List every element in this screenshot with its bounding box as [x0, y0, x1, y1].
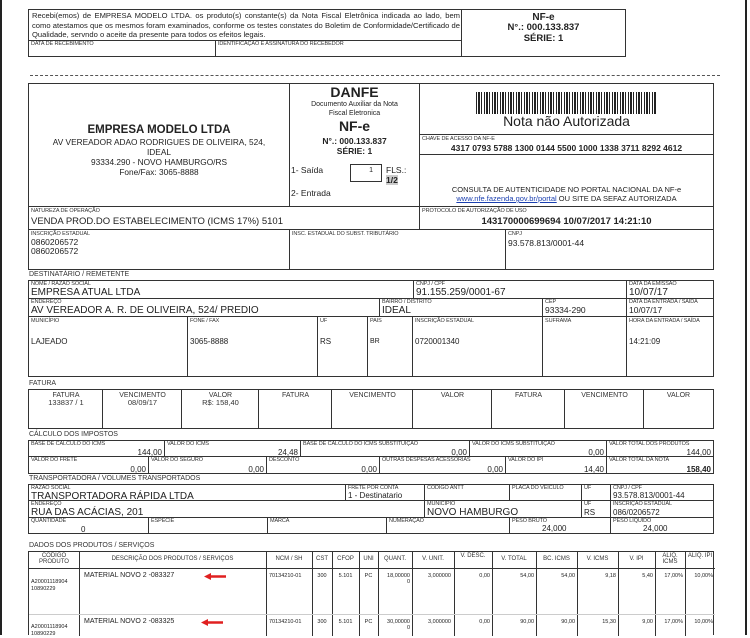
carrier-uf2-box: [581, 500, 611, 518]
danfe-fls-label: FLS.:: [386, 165, 407, 175]
danfe-subtitle1: Documento Auxiliar da Nota: [311, 101, 398, 108]
recipient-time: 14:21:09: [629, 337, 661, 346]
recipient-phone: 3065-8888: [190, 337, 229, 346]
ie-label: INSCRIÇÃO ESTADUAL: [31, 231, 90, 237]
tax-cell: [505, 456, 607, 474]
recipient-cep-box: [542, 298, 627, 317]
carrier-uf-box: [581, 484, 611, 501]
product-row[interactable]: [29, 569, 715, 614]
carrier-numbering-box: [386, 517, 510, 534]
danfe-type-box: [350, 164, 382, 182]
tax-cell: [164, 440, 301, 457]
emitter-address2: IDEAL: [147, 147, 171, 157]
tax-label: BASE DE CÁLCULO DO ICMS SUBSTITUIÇÃO: [303, 441, 418, 447]
tax-value: 0,00: [588, 448, 604, 457]
carrier-brand-box: [267, 517, 387, 534]
invoice-col-header: FATURA: [281, 392, 310, 399]
invoice-col-header: VENCIMENTO: [119, 392, 166, 399]
product-cst: 300: [317, 619, 327, 625]
danfe-box: [289, 83, 420, 207]
nature-label: NATUREZA DE OPERAÇÃO: [31, 208, 100, 214]
window-border-right: [745, 0, 747, 635]
tax-cell: [148, 456, 267, 474]
receipt-nfe-box: [461, 9, 626, 57]
recipient-city: LAJEADO: [31, 337, 68, 346]
danfe-type-value: 1: [369, 167, 373, 174]
invoice-section-title: FATURA: [29, 380, 57, 387]
invoice-col: [259, 390, 332, 428]
recipient-address-label: ENDEREÇO: [31, 299, 62, 305]
carrier-gross-label: PESO BRUTO: [512, 518, 547, 524]
tax-value: 144,00: [137, 448, 162, 457]
carrier-freight-box: [345, 484, 425, 501]
tax-value: 0,00: [130, 465, 146, 474]
carrier-city-box: [424, 500, 582, 518]
cnpj-label: CNPJ: [508, 231, 522, 237]
tax-value: 0,00: [451, 448, 467, 457]
product-vicms: 9,18: [605, 573, 616, 579]
recipient-name-label: NOME / RAZÃO SOCIAL: [31, 281, 91, 287]
invoice-col-header: VENCIMENTO: [349, 392, 396, 399]
invoice-col: [413, 390, 492, 428]
product-qty-cont: 0: [406, 625, 410, 631]
receipt-date-field[interactable]: [30, 47, 214, 56]
barcode: [476, 92, 656, 114]
carrier-city-label: MUNICÍPIO: [427, 501, 456, 507]
products-section-title: DADOS DOS PRODUTOS / SERVIÇOS: [29, 542, 155, 549]
recipient-district-label: BAIRRO / DISTRITO: [382, 299, 432, 305]
nature-value: VENDA PROD.DO ESTABELECIMENTO (ICMS 17%) 5101: [31, 216, 283, 227]
header-cfop: CFOP: [337, 556, 354, 562]
carrier-net-label: PESO LÍQUIDO: [613, 518, 652, 524]
recipient-country: BR: [370, 338, 380, 345]
danfe-saida: 1- Saída: [291, 165, 324, 175]
danfe-nfe: NF-e: [338, 118, 371, 134]
carrier-address-box: [28, 500, 425, 518]
recipient-cnpj: 91.155.259/0001-67: [416, 287, 506, 298]
product-description: MATERIAL NOVO 2 -083327: [84, 572, 175, 579]
receipt-signature-label: IDENTIFICAÇÃO E ASSINATURA DO RECEBEDOR: [218, 41, 344, 47]
recipient-country-box: [367, 316, 413, 377]
ie-st-label: INSC. ESTADUAL DO SUBST. TRIBUTÁRIO: [292, 231, 399, 237]
recipient-ie-box: [412, 316, 543, 377]
carrier-ie-box: [610, 500, 714, 518]
tax-cell: [379, 456, 506, 474]
recipient-suframa-label: SUFRAMA: [545, 318, 572, 324]
recipient-emission: 10/07/17: [629, 287, 668, 298]
tax-value: 24,48: [277, 448, 298, 457]
receipt-date-label: DATA DE RECEBIMENTO: [31, 41, 94, 47]
invoice-col: [182, 390, 259, 428]
consult-suffix: OU SITE DA SEFAZ AUTORIZADA: [556, 194, 677, 203]
header-ncm: NCM / SH: [275, 556, 303, 562]
recipient-district: IDEAL: [382, 305, 411, 316]
ie-value-2: 0860206572: [31, 246, 79, 256]
recipient-name-box: [28, 280, 414, 299]
danfe-serie: SÉRIE: 1: [336, 146, 373, 156]
recipient-cep-label: CEP: [545, 299, 557, 305]
recipient-uf-box: [317, 316, 368, 377]
receipt-text: Recebi(emos) de EMPRESA MODELO LTDA. os produto(s) constante(s) da Nota Fiscal Eletrônica indicada ao lado, bem como atestamos que os mesmos foram examinados, conforme os testes constates do Boletim de Conformidade/Certificado de Qualidade, servndo o aceite da presente para todos os efeitos legais.: [32, 11, 460, 40]
header-vtotal: V. TOTAL: [501, 556, 527, 562]
tax-label: DESCONTO: [269, 457, 300, 463]
recipient-ie-label: INSCRIÇÃO ESTADUAL: [415, 318, 474, 324]
product-cfop: 5.101: [338, 619, 353, 625]
recipient-district-box: [379, 298, 543, 317]
protocol-label: PROTOCOLO DE AUTORIZAÇÃO DE USO: [422, 208, 527, 214]
tax-label: VALOR DO SEGURO: [151, 457, 203, 463]
invoice-col: [29, 390, 103, 428]
ie-value-1: 0860206572: [31, 237, 79, 247]
invoice-col-value: 133837 / 1: [48, 398, 84, 407]
product-vdesc: 0,00: [479, 619, 490, 625]
cut-line: [30, 75, 720, 76]
recipient-uf-label: UF: [320, 318, 328, 324]
carrier-cnpj-box: [610, 484, 714, 501]
product-ncm: 70134210-01: [269, 619, 302, 625]
product-uni: PC: [364, 573, 373, 579]
header-vicms: V. ICMS: [586, 556, 609, 562]
auth-box: [419, 83, 714, 207]
product-vunit: 3,000000: [428, 573, 451, 579]
recipient-uf: RS: [320, 337, 332, 346]
danfe-title: DANFE: [330, 84, 379, 100]
product-aliqicms: 17,00%: [664, 573, 683, 579]
header-bcicms: BC. ICMS: [543, 556, 570, 562]
recipient-city-label: MUNICÍPIO: [31, 318, 60, 324]
tax-value: 144,00: [686, 448, 711, 457]
carrier-uf-label: UF: [584, 485, 592, 491]
carrier-ie: 086/0206572: [613, 508, 660, 517]
recipient-entry: 10/07/17: [629, 305, 663, 315]
carrier-freight-label: FRETE POR CONTA: [348, 485, 399, 491]
header-descricao: DESCRIÇÃO DOS PRODUTOS / SERVIÇOS: [111, 556, 234, 562]
recipient-phone-box: [187, 316, 318, 377]
carrier-address: RUA DAS ACÁCIAS, 201: [31, 507, 144, 518]
tax-label: VALOR TOTAL DOS PRODUTOS: [609, 441, 690, 447]
access-key: 4317 0793 5788 1300 0144 5500 1000 1338 3711 8292 4612: [450, 143, 683, 153]
product-vdesc: 0,00: [479, 573, 490, 579]
carrier-net: 24,000: [643, 524, 668, 533]
product-code: A20001118904: [31, 624, 68, 630]
auth-status: Nota não Autorizada: [503, 113, 630, 129]
header-quant: QUANT.: [383, 556, 406, 562]
product-code-2: 10890229: [31, 631, 56, 637]
header-vipi: V. IPI: [629, 556, 644, 562]
invoice-col-header: FATURA: [514, 392, 543, 399]
access-key-label: CHAVE DE ACESSO DA NF-E: [422, 136, 495, 142]
product-row[interactable]: [29, 615, 715, 636]
carrier-city: NOVO HAMBURGO: [427, 507, 519, 518]
emitter-name: EMPRESA MODELO LTDA: [87, 124, 231, 136]
protocol-value: 143170000699694 10/07/2017 14:21:10: [481, 216, 652, 227]
product-aliqipi: 10,00%: [694, 619, 713, 625]
invoice-col: [332, 390, 413, 428]
header-aliqicms: ALIQ. ICMS: [662, 553, 678, 565]
recipient-time-label: HORA DA ENTRADA / SAÍDA: [629, 318, 700, 324]
carrier-uf2-label: UF: [584, 501, 592, 507]
carrier-freight: 1 - Destinatario: [348, 491, 403, 500]
emitter-address1: AV VEREADOR ADAO RODRIGUES DE OLIVEIRA, 524,: [52, 137, 266, 147]
danfe-entrada: 2- Entrada: [291, 188, 331, 198]
carrier-section-title: TRANSPORTADORA / VOLUMES TRANSPORTADOS: [29, 475, 201, 482]
receipt-nfe-number: N°.: 000.133.837: [507, 22, 580, 33]
tax-label: VALOR DO ICMS SUBSTITUIÇÃO: [472, 441, 555, 447]
tax-cell: [300, 440, 470, 457]
carrier-brand-label: MARCA: [270, 518, 290, 524]
carrier-name: TRANSPORTADORA RÁPIDA LTDA: [31, 491, 194, 502]
product-aliqipi: 10,00%: [694, 573, 713, 579]
recipient-section-title: DESTINATÁRIO / REMETENTE: [29, 271, 130, 278]
carrier-name-label: RAZÃO SOCIAL: [31, 485, 71, 491]
carrier-name-box: [28, 484, 346, 501]
danfe-fls-value: 1/2: [386, 175, 398, 185]
danfe-number: N°.: 000.133.837: [322, 136, 387, 146]
consult-text: CONSULTA DE AUTENTICIDADE NO PORTAL NACIONAL DA NF-e: [451, 185, 682, 194]
invoice-col-value: R$: 158,40: [202, 398, 239, 407]
carrier-species-box: [148, 517, 268, 534]
recipient-emission-label: DATA DA EMISSÃO: [629, 281, 677, 287]
recipient-cep: 93334-290: [545, 305, 586, 315]
recipient-cnpj-label: CNPJ / CPF: [416, 281, 445, 287]
carrier-antt-label: CÓDIGO ANTT: [427, 485, 464, 491]
tax-cell: [28, 456, 149, 474]
carrier-uf2: RS: [584, 508, 596, 517]
product-uni: PC: [364, 619, 373, 625]
carrier-qty-box: [28, 517, 149, 534]
products-table: [28, 551, 714, 635]
product-ncm: 70134210-01: [269, 573, 302, 579]
carrier-gross-box: [509, 517, 611, 534]
taxes-section-title: CÁLCULO DOS IMPOSTOS: [29, 431, 118, 438]
invoice-col: [103, 390, 182, 428]
header-aliqipi: ALIQ. IPI: [687, 553, 713, 559]
emitter-city: 93334.290 - NOVO HAMBURGO/RS: [90, 157, 228, 167]
tax-cell: [28, 440, 165, 457]
tax-cell: [266, 456, 380, 474]
product-code: A20001118904: [31, 579, 68, 585]
tax-cell: [606, 440, 714, 457]
recipient-city-box: [28, 316, 188, 377]
carrier-antt-box: [424, 484, 510, 501]
header-vunit: V. UNIT.: [422, 556, 444, 562]
recipient-address-box: [28, 298, 380, 317]
receipt-nfe-title: NF-e: [532, 12, 555, 23]
recipient-name: EMPRESA ATUAL LTDA: [31, 287, 141, 298]
tax-label: VALOR DO ICMS: [167, 441, 209, 447]
product-qty: 18,00000: [387, 573, 410, 579]
carrier-plate-label: PLACA DO VEÍCULO: [512, 485, 564, 491]
invoice-box: [28, 389, 714, 429]
product-aliqicms: 17,00%: [664, 619, 683, 625]
product-qty: 30,00000: [387, 619, 410, 625]
header-vdesc: V. DESC.: [460, 553, 486, 559]
tax-label: OUTRAS DESPESAS ACESSÓRIAS: [382, 457, 471, 463]
recipient-ie: 0720001340: [415, 337, 460, 346]
recipient-address: AV VEREADOR A. R. DE OLIVEIRA, 524/ PREDIO: [31, 305, 259, 316]
window-border-left: [0, 0, 2, 635]
carrier-cnpj: 93.578.813/0001-44: [613, 491, 685, 500]
carrier-plate-box: [509, 484, 582, 501]
receipt-signature-field[interactable]: [217, 47, 460, 56]
tax-total-value: 158,40: [686, 465, 711, 474]
carrier-net-box: [610, 517, 714, 534]
carrier-numbering-label: NUMERAÇÃO: [389, 518, 424, 524]
receipt-nfe-serie: SÉRIE: 1: [523, 33, 564, 44]
recipient-phone-label: FONE / FAX: [190, 318, 220, 324]
recipient-entry-label: DATA DA ENTRADA / SAÍDA: [629, 299, 698, 305]
product-qty-cont: 0: [406, 579, 410, 585]
consult-link[interactable]: www.nfe.fazenda.gov.br/portal: [456, 194, 557, 203]
carrier-gross: 24,000: [542, 524, 567, 533]
product-vipi: 5,40: [642, 573, 653, 579]
receipt-stub: [28, 9, 462, 57]
product-vtotal: 90,00: [520, 619, 534, 625]
tax-label: VALOR DO FRETE: [31, 457, 78, 463]
invoice-col: [565, 390, 644, 428]
product-vunit: 3,000000: [428, 619, 451, 625]
tax-cell: [606, 456, 714, 474]
protocol-box: [419, 206, 714, 230]
tax-cell: [469, 440, 607, 457]
product-bcicms: 90,00: [561, 619, 575, 625]
header-codigo: CÓDIGO PRODUTO: [39, 553, 69, 565]
recipient-entry-box: [626, 298, 714, 317]
tax-value: 0,00: [361, 465, 377, 474]
carrier-qty: 0: [81, 525, 86, 534]
invoice-col-header: VALOR: [440, 392, 465, 399]
product-vtotal: 54,00: [520, 573, 534, 579]
ie-st-box: [289, 229, 506, 270]
emitter-phone: Fone/Fax: 3065-8888: [119, 167, 199, 177]
tax-value: 0,00: [248, 465, 264, 474]
tax-label: VALOR TOTAL DA NOTA: [609, 457, 670, 463]
carrier-species-label: ESPÉCIE: [151, 518, 175, 524]
cnpj-value: 93.578.813/0001-44: [508, 238, 585, 248]
red-arrow-icon: [204, 573, 226, 580]
invoice-col-value: 08/09/17: [127, 398, 158, 407]
recipient-cnpj-box: [413, 280, 627, 299]
nature-box: [28, 206, 420, 230]
product-code-2: 10890229: [31, 586, 56, 592]
tax-label: BASE DE CÁLCULO DO ICMS: [31, 441, 106, 447]
carrier-cnpj-label: CNPJ / CPF: [613, 485, 642, 491]
invoice-col-header: VALOR: [666, 392, 691, 399]
recipient-time-box: [626, 316, 714, 377]
product-cfop: 5.101: [338, 573, 353, 579]
product-vipi: 9,00: [642, 619, 653, 625]
carrier-qty-label: QUANTIDADE: [31, 518, 67, 524]
danfe-subtitle2: Fiscal Eletronica: [328, 110, 381, 117]
product-bcicms: 54,00: [561, 573, 575, 579]
recipient-emission-box: [626, 280, 714, 299]
emitter-box: [28, 83, 290, 207]
invoice-col: [644, 390, 713, 428]
header-uni: UNI: [363, 556, 374, 562]
invoice-col-header: VALOR: [208, 392, 233, 399]
invoice-col: [492, 390, 565, 428]
carrier-address-label: ENDEREÇO: [31, 501, 62, 507]
tax-value: 14,40: [583, 465, 604, 474]
carrier-ie-label: INSCRIÇÃO ESTADUAL: [613, 501, 672, 507]
tax-value: 0,00: [487, 465, 503, 474]
tax-label: VALOR DO IPI: [508, 457, 544, 463]
header-cst: CST: [316, 556, 328, 562]
recipient-country-label: PAIS: [370, 318, 382, 324]
invoice-col-header: FATURA: [52, 392, 80, 399]
invoice-col-header: VENCIMENTO: [581, 392, 628, 399]
recipient-suframa-box: [542, 316, 627, 377]
consult-line: [420, 194, 713, 203]
product-vicms: 15,30: [602, 619, 616, 625]
cnpj-box: [505, 229, 714, 270]
ie-box: [28, 229, 290, 270]
product-cst: 300: [317, 573, 327, 579]
product-description: MATERIAL NOVO 2 -083325: [84, 618, 175, 625]
red-arrow-icon: [201, 619, 223, 626]
